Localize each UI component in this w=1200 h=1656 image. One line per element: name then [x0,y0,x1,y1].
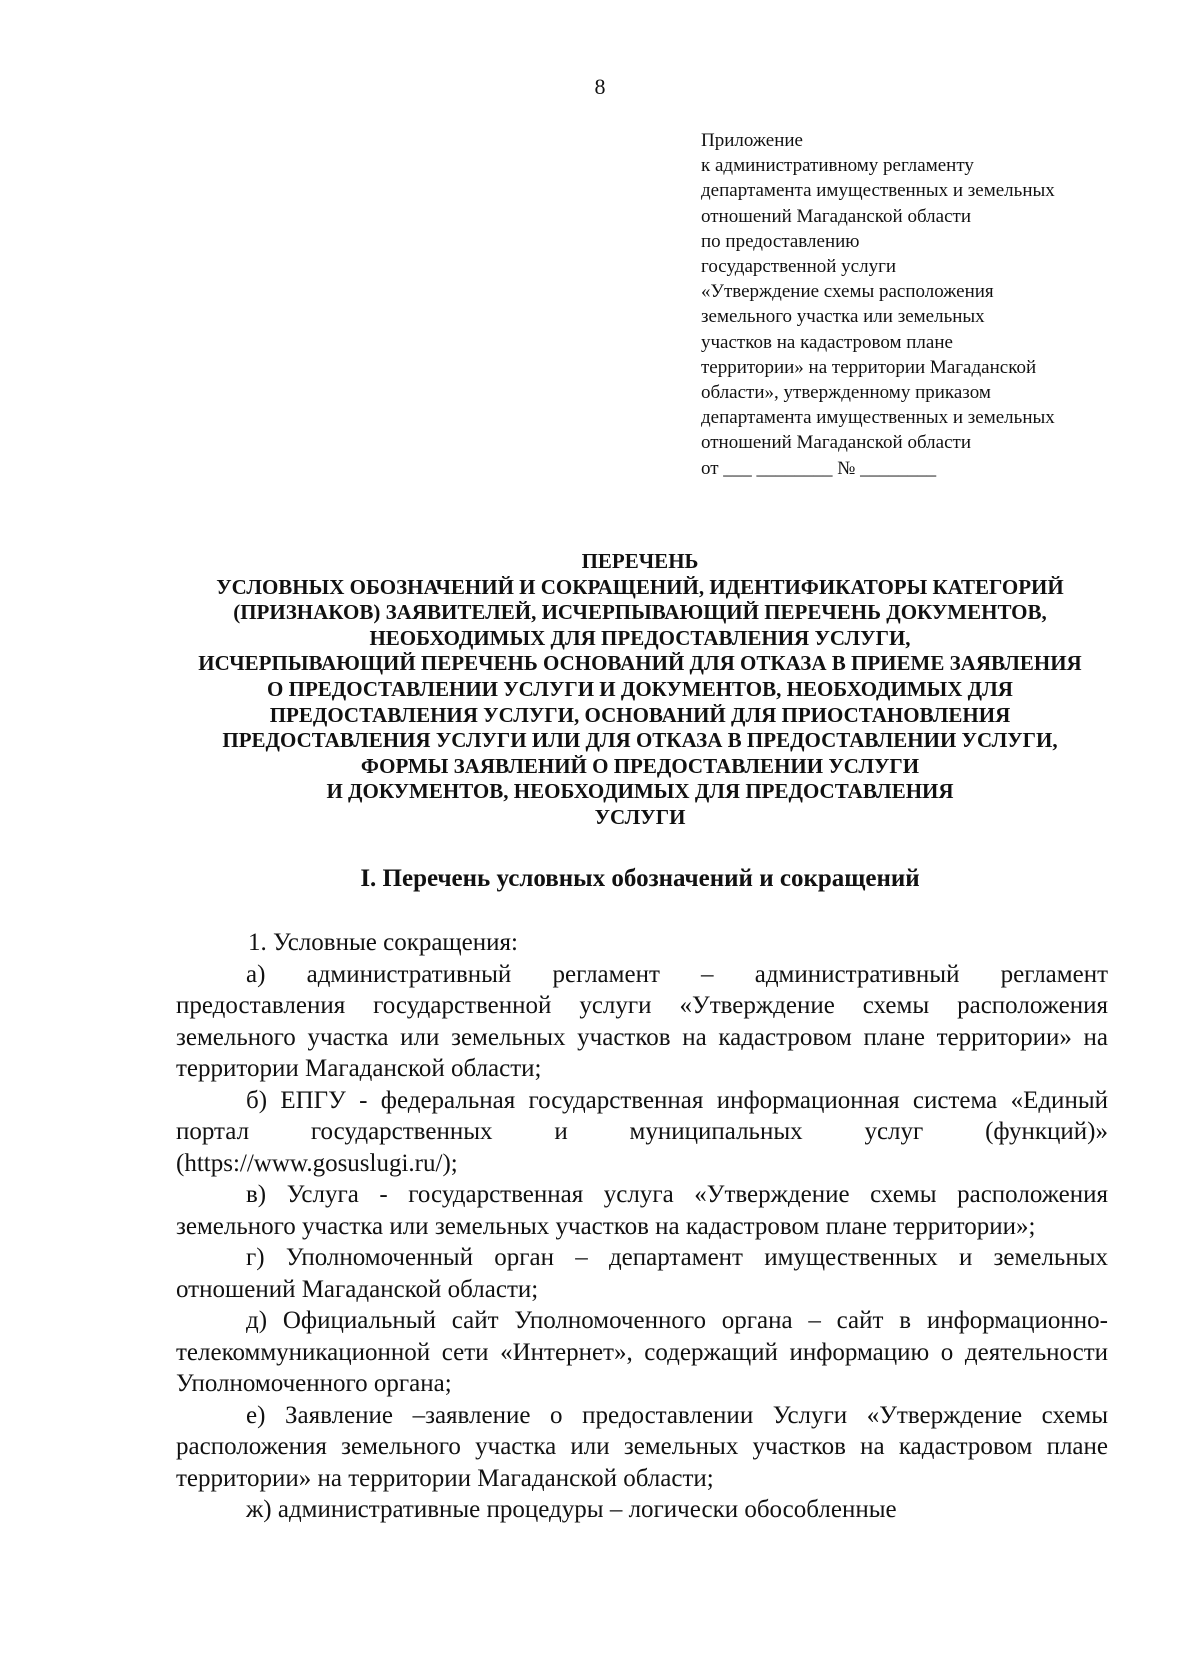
appendix-line: области», утвержденному приказом [701,382,991,404]
definition-item-a: а) административный регламент – административный регламент предоставления государственной услуги «Утверждение схемы расположения земельного участка или земельных участков на кадастровом плане территории» на территории Магаданской области; [176,960,1108,1082]
heading-line: НЕОБХОДИМЫХ ДЛЯ ПРЕДОСТАВЛЕНИЯ УСЛУГИ, [369,625,911,650]
section-title: I. Перечень условных обозначений и сокращений [360,865,920,892]
appendix-line: участков на кадастровом плане [701,331,953,353]
heading-line: (ПРИЗНАКОВ) ЗАЯВИТЕЛЕЙ, ИСЧЕРПЫВАЮЩИЙ ПЕРЕЧЕНЬ ДОКУМЕНТОВ, [233,600,1047,625]
heading-line: УСЛОВНЫХ ОБОЗНАЧЕНИЙ И СОКРАЩЕНИЙ, ИДЕНТИФИКАТОРЫ КАТЕГОРИЙ [216,574,1064,599]
document-heading [150,549,1130,831]
appendix-line: отношений Магаданской области [701,205,971,227]
appendix-line: по предоставлению [701,230,860,252]
appendix-line: Приложение [701,130,803,151]
appendix-date-number-line: от ___ ________ № ________ [701,457,937,479]
appendix-line: территории» на территории Магаданской [701,356,1037,378]
heading-line: УСЛУГИ [594,804,686,829]
definition-item-v: в) Услуга - государственная услуга «Утверждение схемы расположения земельного участка или земельных участков на кадастровом плане территории»; [176,1181,1108,1240]
heading-line: ПЕРЕЧЕНЬ [581,549,699,573]
appendix-line: департамента имущественных и земельных [701,407,1055,429]
heading-line: ФОРМЫ ЗАЯВЛЕНИЙ О ПРЕДОСТАВЛЕНИИ УСЛУГИ [360,753,920,778]
definition-item-g: г) Уполномоченный орган – департамент имущественных и земельных отношений Магаданской области; [176,1244,1108,1303]
page-number: 8 [594,74,606,99]
document-body [176,927,1108,1526]
definition-item-e: е) Заявление –заявление о предоставлении Услуги «Утверждение схемы расположения земельного участка или земельных участков на кадастровом плане территории» на территории Магаданской области; [176,1401,1108,1492]
appendix-line: государственной услуги [701,256,897,278]
definition-item-b: б) ЕПГУ - федеральная государственная информационная система «Единый портал государственных и муниципальных услуг (функций)» (https://www.gosuslugi.ru/); [176,1086,1108,1177]
list-heading: 1. Условные сокращения: [248,929,518,956]
heading-line: ИСЧЕРПЫВАЮЩИЙ ПЕРЕЧЕНЬ ОСНОВАНИЙ ДЛЯ ОТКАЗА В ПРИЕМЕ ЗАЯВЛЕНИЯ [198,651,1082,676]
appendix-line: отношений Магаданской области [701,432,971,454]
appendix-block [701,128,1121,481]
heading-line: ПРЕДОСТАВЛЕНИЯ УСЛУГИ, ОСНОВАНИЙ ДЛЯ ПРИОСТАНОВЛЕНИЯ [269,702,1011,727]
heading-line: И ДОКУМЕНТОВ, НЕОБХОДИМЫХ ДЛЯ ПРЕДОСТАВЛЕНИЯ [326,779,954,804]
definition-item-d: д) Официальный сайт Уполномоченного органа – сайт в информационно-телекоммуникационной сети «Интернет», содержащий информацию о деятельности Уполномоченного органа; [176,1307,1108,1397]
definition-item-zh: ж) административные процедуры – логически обособленные [246,1496,897,1523]
appendix-line: земельного участка или земельных [701,306,985,328]
appendix-line: к административному регламенту [701,155,974,177]
heading-line: ПРЕДОСТАВЛЕНИЯ УСЛУГИ ИЛИ ДЛЯ ОТКАЗА В ПРЕДОСТАВЛЕНИИ УСЛУГИ, [222,728,1058,753]
appendix-line: департамента имущественных и земельных [701,180,1055,202]
appendix-line: «Утверждение схемы расположения [701,281,994,303]
heading-line: О ПРЕДОСТАВЛЕНИИ УСЛУГИ И ДОКУМЕНТОВ, НЕОБХОДИМЫХ ДЛЯ [267,676,1013,701]
